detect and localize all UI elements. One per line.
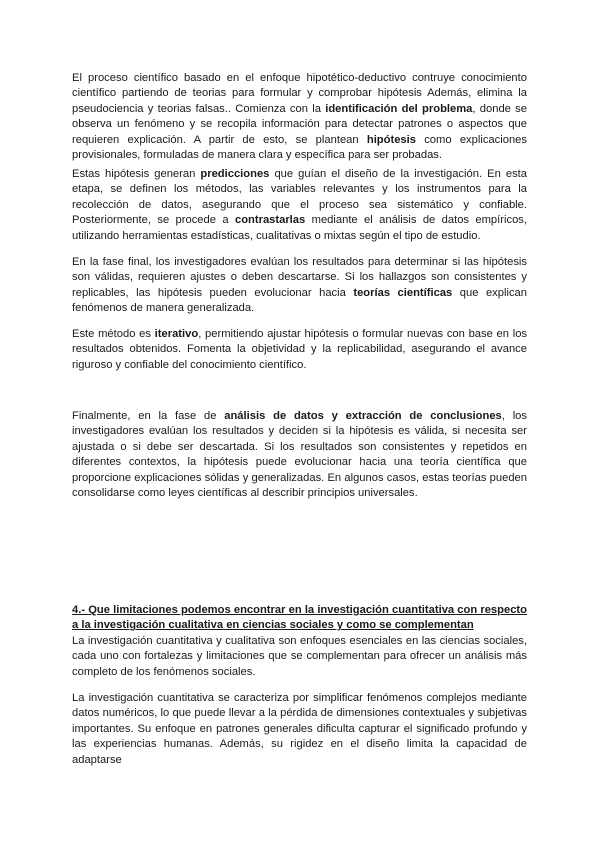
paragraph-data-analysis: [72, 409, 527, 501]
text-run: , donde se observa un fenómeno y se recopila información para detectar patrones o aspectos que requieren explicación. A partir de esto, se plantean: [72, 102, 527, 146]
text-run: como explicaciones provisionales, formuladas de manera clara y específica para ser probadas.: [72, 133, 527, 162]
paragraph-quantitative-limitations: [72, 691, 527, 768]
text-run: Este método es: [72, 328, 155, 340]
text-run: , permitiendo ajustar hipótesis o formular nuevas con base en los resultados obtenidos. Fomenta la objetividad y la replicabilidad, asegurando el avance riguroso y confiable del conocimiento científico.: [72, 328, 528, 371]
section-heading-question-4: 4.- Que limitaciones podemos encontrar en la investigación cuantitativa con respecto a la investigación cualitativa en ciencias sociales y como se complementan: [72, 604, 527, 632]
paragraph-iterative-method: [72, 327, 527, 373]
bold-term-hypothesis: hipótesis: [366, 133, 416, 146]
text-run: que explican fenómenos de manera generalizada.: [72, 286, 527, 315]
text-run: que guían el diseño de la investigación. En esta etapa, se definen los métodos, las variables relevantes y los instrumentos para la recolección de datos, asegurando que el proceso sea sistemático y confiable. Posteriormente, se procede a: [72, 168, 527, 227]
bold-term-data-analysis: análisis de datos y extracción de conclusiones: [224, 410, 502, 422]
bold-term-contrast: contrastarlas: [234, 214, 306, 227]
text-run: Estas hipótesis generan: [72, 168, 201, 180]
bold-term-scientific-theories: teorías científicas: [353, 286, 453, 299]
bold-term-iterative: iterativo: [154, 328, 199, 340]
text-run: Finalmente, en la fase de: [72, 410, 225, 422]
paragraph-final-phase: [72, 255, 527, 317]
text-run: , los investigadores evalúan los resultados y deciden si la hipótesis es válida, si necesita ser ajustada o si debe ser descartada. Si los resultados son consistentes y repetidos en diferentes contextos, la hipótesis puede evolucionar hacia una teoría científica que proporcione explicaciones sólidas y generalizadas. En algunos casos, estas teorías pueden consolidarse como leyes científicas al describir principios universales.: [72, 410, 527, 500]
paragraph-quant-qual-intro: La investigación cuantitativa y cualitativa son enfoques esenciales en las ciencias sociales, cada uno con fortalezas y limitaciones que se complementan para ofrecer un análisis más completo de los fenómenos sociales.: [72, 634, 527, 678]
section-question-4: [72, 603, 527, 680]
text-run: El proceso científico basado en el enfoque hipotético-deductivo contruye conocimiento científico partiendo de teorias para formular y comprobar hipótesis Además, elimina la pseudociencia y teorias falsas.. Comienza con la: [72, 72, 527, 115]
text-run: mediante el análisis de datos empíricos, utilizando herramientas estadísticas, cualitativas o mixtas según el tipo de estudio.: [72, 214, 527, 242]
bold-term-problem-identification: identificación del problema: [325, 102, 473, 115]
bold-term-predictions: predicciones: [200, 168, 270, 180]
text-run: La investigación cuantitativa se caracteriza por simplificar fenómenos complejos mediante datos numéricos, lo que puede llevar a la pérdida de dimensiones contextuales y subjetivas importantes. Su enfoque en patrones generales dificulta capturar el significado profundo y las experiencias humanas. Además, su rigidez en el diseño limita la capacidad de adaptarse: [72, 692, 527, 766]
text-run: En la fase final, los investigadores evalúan los resultados para determinar si las hipótesis son válidas, requieren ajustes o deben descartarse. Si los hallazgos son consistentes y replicables, las hipótesis pueden evolucionar hacia: [72, 256, 527, 299]
paragraph-hypothetico-deductive-intro: [72, 71, 527, 163]
paragraph-predictions: [72, 167, 527, 244]
